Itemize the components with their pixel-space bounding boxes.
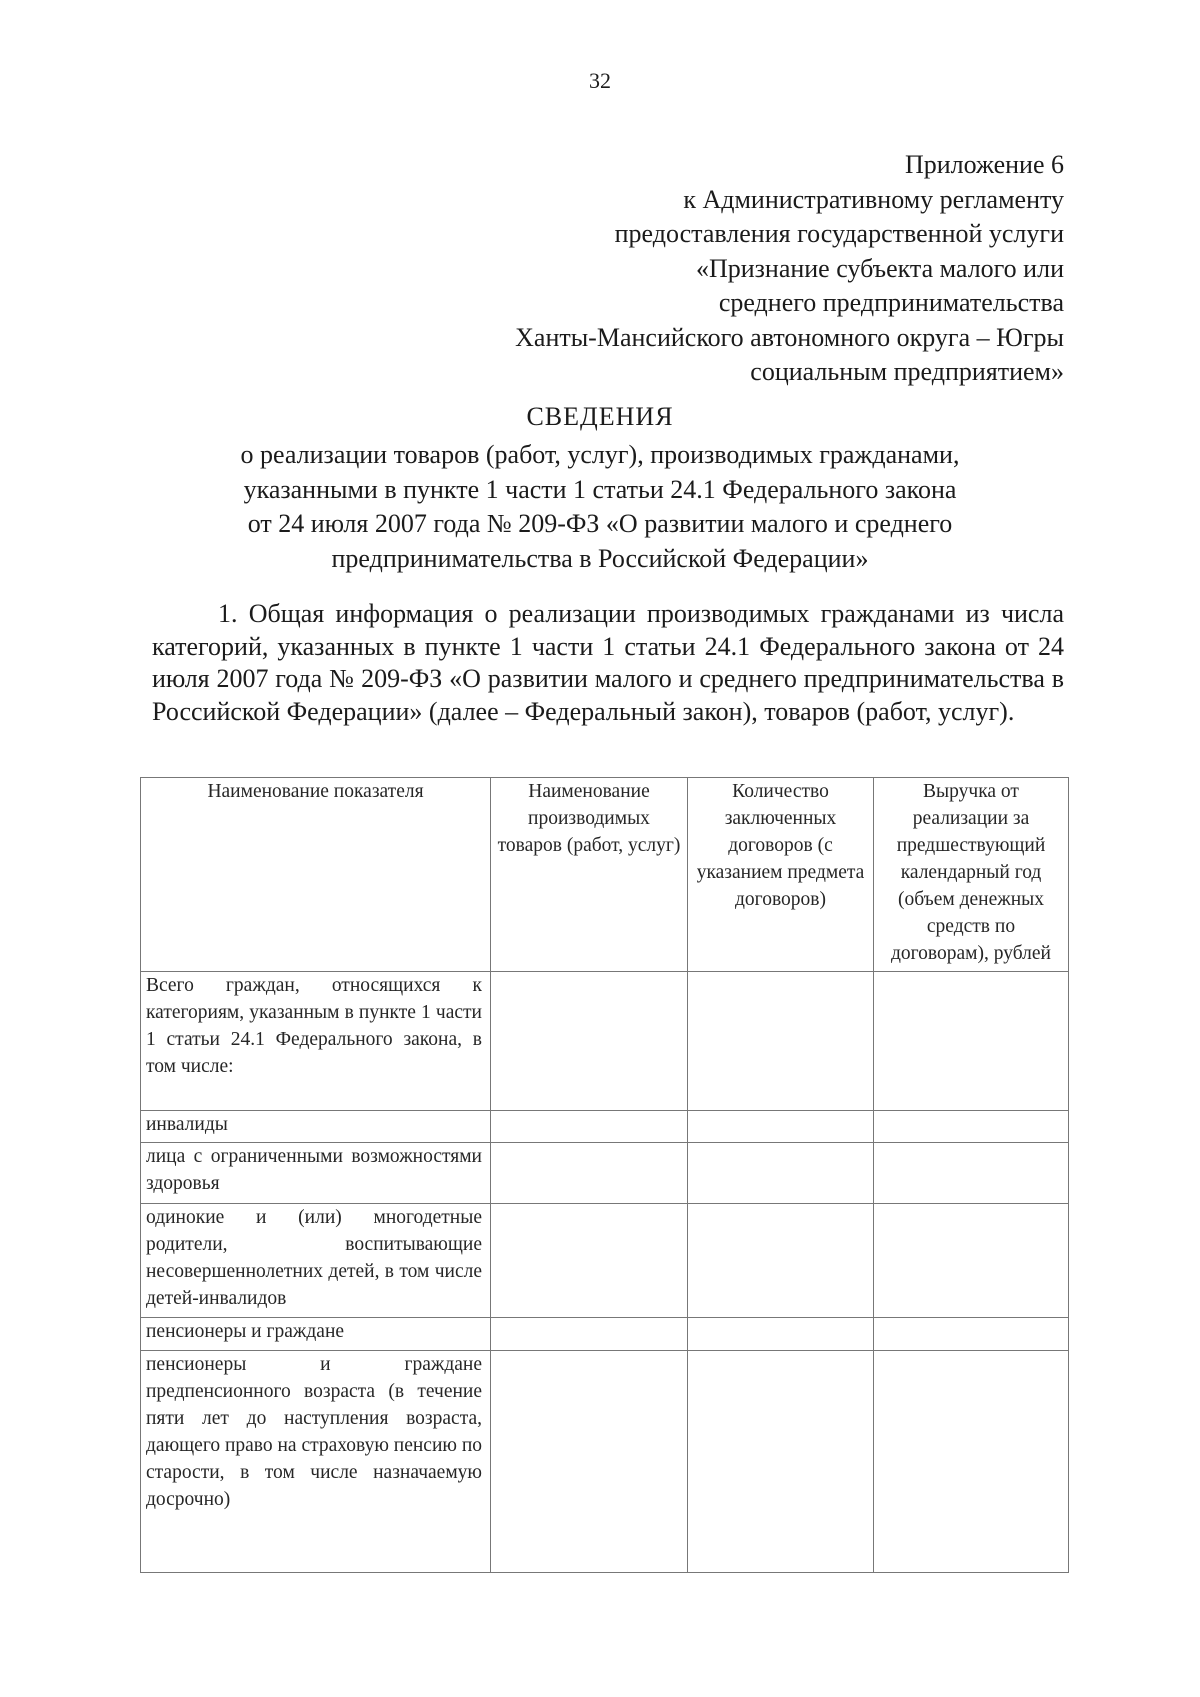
cell-contracts[interactable] — [688, 972, 874, 1111]
subtitle-line: предпринимательства в Российской Федерации» — [331, 543, 869, 573]
header-goods-name: Наименование производимых товаров (работ, услуг) — [491, 778, 688, 972]
cell-goods[interactable] — [491, 1318, 688, 1351]
cell-goods[interactable] — [491, 1143, 688, 1204]
subtitle-line: указанными в пункте 1 части 1 статьи 24.1 Федерального закона — [243, 474, 957, 504]
cell-revenue[interactable] — [874, 1318, 1069, 1351]
header-revenue: Выручка от реализации за предшествующий календарный год (объем денежных средств по договорам), рублей — [874, 778, 1069, 972]
page-number: 32 — [589, 68, 611, 93]
table-row — [141, 1351, 1069, 1573]
row-label: пенсионеры и граждане предпенсионного возраста (в течение пяти лет до наступления возраста, дающего право на страховую пенсию по старости, в том числе назначаемую досрочно) — [141, 1351, 491, 1573]
header-indicator-name: Наименование показателя — [141, 778, 491, 972]
cell-contracts[interactable] — [688, 1318, 874, 1351]
cell-contracts[interactable] — [688, 1143, 874, 1204]
document-subtitle — [60, 438, 1140, 576]
cell-revenue[interactable] — [874, 972, 1069, 1111]
appendix-line: «Признание субъекта малого или — [695, 253, 1064, 283]
table-row — [141, 1143, 1069, 1204]
appendix-line: Ханты-Мансийского автономного округа – Югры — [515, 322, 1064, 352]
appendix-line: к Административному регламенту — [683, 184, 1064, 214]
table-header-row — [141, 778, 1069, 972]
appendix-line: Приложение 6 — [904, 150, 1064, 179]
cell-goods[interactable] — [491, 1204, 688, 1318]
row-label: одинокие и (или) многодетные родители, воспитывающие несовершеннолетних детей, в том числе детей-инвалидов — [141, 1204, 491, 1318]
row-label: пенсионеры и граждане — [141, 1318, 491, 1351]
section-1-text: 1. Общая информация о реализации производимых гражданами из числа категорий, указанных в пункте 1 части 1 статьи 24.1 Федерального закона от 24 июля 2007 года № 209-ФЗ «О развитии малого и среднего предпринимательства в Российской Федерации» (далее – Федеральный закон), товаров (работ, услуг). — [152, 599, 1064, 726]
section-1-paragraph — [152, 598, 1064, 728]
cell-goods[interactable] — [491, 972, 688, 1111]
subtitle-line: от 24 июля 2007 года № 209-ФЗ «О развитии малого и среднего — [247, 509, 953, 538]
cell-contracts[interactable] — [688, 1204, 874, 1318]
sales-info-table — [140, 777, 1069, 1573]
table-row — [141, 1111, 1069, 1143]
row-label: Всего граждан, относящихся к категориям, указанным в пункте 1 части 1 статьи 24.1 Федерального закона, в том числе: — [141, 972, 491, 1111]
appendix-line: предоставления государственной услуги — [614, 219, 1064, 248]
table-row — [141, 1318, 1069, 1351]
cell-revenue[interactable] — [874, 1143, 1069, 1204]
appendix-header — [364, 148, 1064, 390]
row-label: лица с ограниченными возможностями здоровья — [141, 1143, 491, 1204]
cell-revenue[interactable] — [874, 1204, 1069, 1318]
cell-revenue[interactable] — [874, 1111, 1069, 1143]
table-row — [141, 972, 1069, 1111]
cell-goods[interactable] — [491, 1111, 688, 1143]
appendix-line: среднего предпринимательства — [718, 288, 1064, 317]
cell-goods[interactable] — [491, 1351, 688, 1573]
cell-contracts[interactable] — [688, 1351, 874, 1573]
subtitle-line: о реализации товаров (работ, услуг), производимых гражданами, — [240, 440, 960, 469]
cell-revenue[interactable] — [874, 1351, 1069, 1573]
header-contracts-count: Количество заключенных договоров (с указанием предмета договоров) — [688, 778, 874, 972]
appendix-line: социальным предприятием» — [750, 357, 1064, 386]
row-label: инвалиды — [141, 1111, 491, 1143]
table-row — [141, 1204, 1069, 1318]
document-title: СВЕДЕНИЯ — [526, 402, 674, 431]
cell-contracts[interactable] — [688, 1111, 874, 1143]
